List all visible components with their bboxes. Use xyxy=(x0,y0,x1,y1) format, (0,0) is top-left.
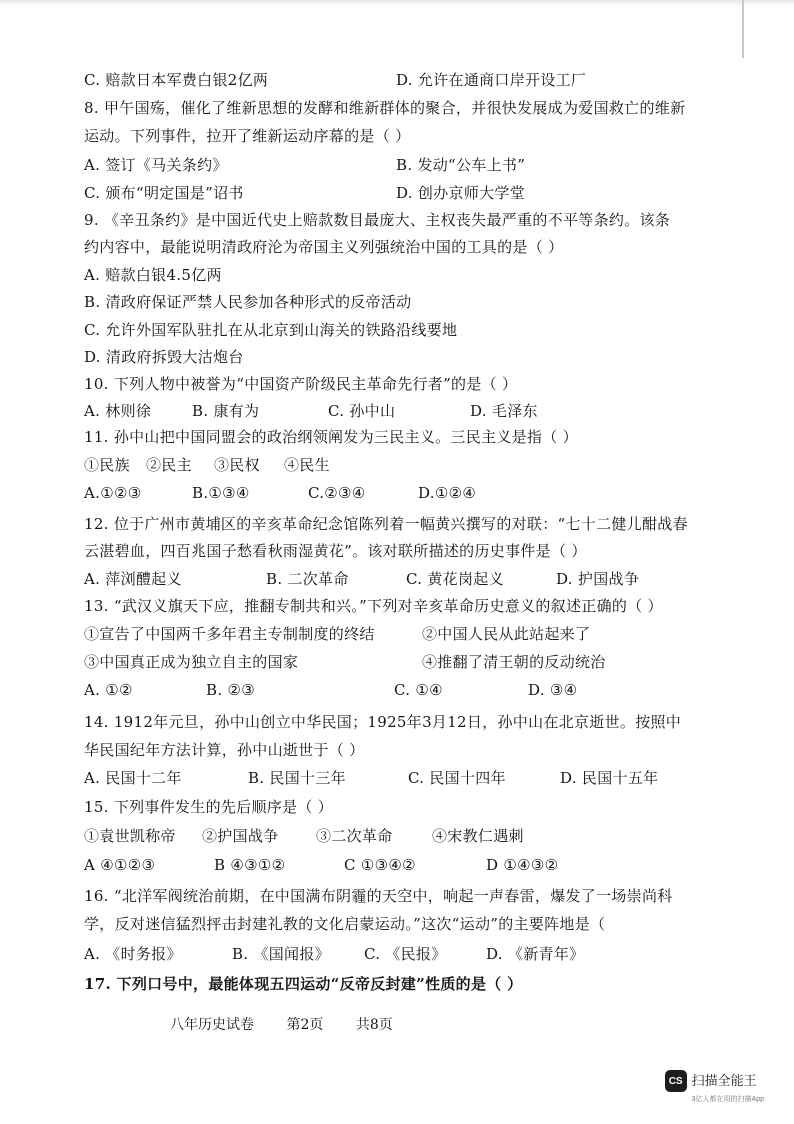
q9-option-c: C. 允许外国军队驻扎在从北京到山海关的铁路沿线要地 xyxy=(84,321,458,339)
q11-option-c: C.②③④ xyxy=(308,484,366,502)
q14-option-b: B. 民国十三年 xyxy=(248,769,346,787)
q15-item-2: ②护国战争 xyxy=(202,827,279,845)
q9-option-d: D. 清政府拆毁大沽炮台 xyxy=(84,348,244,366)
q9-option-a: A. 赔款白银4.5亿两 xyxy=(84,266,222,284)
q15-option-b: B ④③①② xyxy=(214,856,286,874)
q13-item-3: ③中国真正成为独立自主的国家 xyxy=(84,653,299,671)
q13-item-1: ①宣告了中国两千多年君主专制制度的终结 xyxy=(84,625,375,643)
q15-item-1: ①袁世凯称帝 xyxy=(84,827,176,845)
q15-item-3: ③二次革命 xyxy=(316,827,393,845)
q16-option-c: C. 《民报》 xyxy=(364,945,447,963)
q13-option-b: B. ②③ xyxy=(206,681,255,699)
q14-option-a: A. 民国十二年 xyxy=(84,769,182,787)
q16-option-b: B. 《国闻报》 xyxy=(232,945,330,963)
q10-option-a: A. 林则徐 xyxy=(84,402,152,420)
q14-option-c: C. 民国十四年 xyxy=(408,769,506,787)
q11-item-1: ①民族 xyxy=(84,456,130,474)
q13-option-a: A. ①② xyxy=(84,681,133,699)
q13-item-4: ④推翻了清王朝的反动统治 xyxy=(422,653,606,671)
q15-option-a: A ④①②③ xyxy=(84,856,156,874)
q13-option-c: C. ①④ xyxy=(394,681,443,699)
q8-option-c: C. 颁布“明定国是”诏书 xyxy=(84,184,244,202)
q9-stem-line1: 9. 《辛丑条约》是中国近代史上赔款数目最庞大、主权丧失最严重的不平等条约。该条 xyxy=(84,211,671,229)
q14-option-d: D. 民国十五年 xyxy=(560,769,659,787)
q10-option-c: C. 孙中山 xyxy=(328,402,396,420)
q15-option-d: D ①④③② xyxy=(486,856,559,874)
q13-item-2: ②中国人民从此站起来了 xyxy=(422,625,591,643)
q12-option-b: B. 二次革命 xyxy=(266,570,349,588)
q13-stem: 13. “武汉义旗天下应，推翻专制共和兴。”下列对辛亥革命历史意义的叙述正确的（ ） xyxy=(84,597,663,615)
watermark-subtitle: 3亿人都在用的扫描App xyxy=(691,1096,764,1103)
q11-item-2: ②民主 xyxy=(146,456,192,474)
scan-edge xyxy=(0,0,794,6)
fold-mark xyxy=(742,0,744,58)
q14-stem-line2: 华民国纪年方法计算，孙中山逝世于（ ） xyxy=(84,741,365,759)
camscanner-logo-icon: CS xyxy=(665,1070,687,1092)
q10-stem: 10. 下列人物中被誉为“中国资产阶级民主革命先行者”的是（ ） xyxy=(84,375,518,393)
footer-subject: 八年历史试卷 xyxy=(170,1017,254,1033)
q8-option-a: A. 签订《马关条约》 xyxy=(84,156,228,174)
q10-option-b: B. 康有为 xyxy=(192,402,260,420)
q15-stem: 15. 下列事件发生的先后顺序是（ ） xyxy=(84,798,334,816)
footer-total-pages: 共8页 xyxy=(355,1017,393,1033)
q11-item-3: ③民权 xyxy=(214,456,260,474)
q12-option-c: C. 黄花岗起义 xyxy=(406,570,504,588)
q11-stem: 11. 孙中山把中国同盟会的政治纲领阐发为三民主义。三民主义是指（ ） xyxy=(84,428,578,446)
q8-stem-line2: 运动。下列事件，拉开了维新运动序幕的是（ ） xyxy=(84,127,411,145)
q15-item-4: ④宋教仁遇刺 xyxy=(432,827,524,845)
footer-page-number: 第2页 xyxy=(286,1017,324,1033)
q16-option-d: D. 《新青年》 xyxy=(486,945,585,963)
q11-item-4: ④民生 xyxy=(284,456,330,474)
q12-stem-line1: 12. 位于广州市黄埔区的辛亥革命纪念馆陈列着一幅黄兴撰写的对联：“七十二健儿酣战春 xyxy=(84,515,688,533)
q9-option-b: B. 清政府保证严禁人民参加各种形式的反帝活动 xyxy=(84,293,412,311)
q7-option-d: D. 允许在通商口岸开设工厂 xyxy=(396,71,587,89)
q12-stem-line2: 云湛碧血，四百兆国子愁看秋雨湿黄花”。该对联所描述的历史事件是（ ） xyxy=(84,542,587,560)
q15-option-c: C ①③④② xyxy=(344,856,416,874)
q16-stem-line2: 学，反对迷信猛烈抨击封建礼教的文化启蒙运动。”这次“运动”的主要阵地是（ xyxy=(84,915,606,933)
q13-option-d: D. ③④ xyxy=(528,681,578,699)
q14-stem-line1: 14. 1912年元旦，孙中山创立中华民国；1925年3月12日，孙中山在北京逝世。按照中 xyxy=(84,713,682,731)
q11-option-a: A.①②③ xyxy=(84,484,142,502)
q17-stem: 17. 下列口号中，最能体现五四运动“反帝反封建”性质的是（ ） xyxy=(84,975,523,993)
q16-stem-line1: 16. “北洋军阀统治前期，在中国满布阴霾的天空中，响起一声春雷，爆发了一场崇尚科 xyxy=(84,887,673,905)
q12-option-a: A. 萍浏醴起义 xyxy=(84,570,182,588)
watermark-title: 扫描全能王 xyxy=(691,1073,757,1088)
q9-stem-line2: 约内容中，最能说明清政府沦为帝国主义列强统治中国的工具的是（ ） xyxy=(84,238,564,256)
scanner-watermark xyxy=(665,1070,764,1104)
page-footer xyxy=(170,1014,421,1034)
q10-option-d: D. 毛泽东 xyxy=(470,402,538,420)
q16-option-a: A. 《时务报》 xyxy=(84,945,182,963)
q7-option-c: C. 赔款日本军费白银2亿两 xyxy=(84,71,269,89)
q12-option-d: D. 护国战争 xyxy=(556,570,640,588)
q11-option-d: D.①②④ xyxy=(418,484,477,502)
q8-option-d: D. 创办京师大学堂 xyxy=(396,184,526,202)
q11-option-b: B.①③④ xyxy=(192,484,250,502)
q8-stem-line1: 8. 甲午国殇，催化了维新思想的发酵和维新群体的聚合，并很快发展成为爱国救亡的维新 xyxy=(84,99,686,117)
q8-option-b: B. 发动“公车上书” xyxy=(396,156,526,174)
